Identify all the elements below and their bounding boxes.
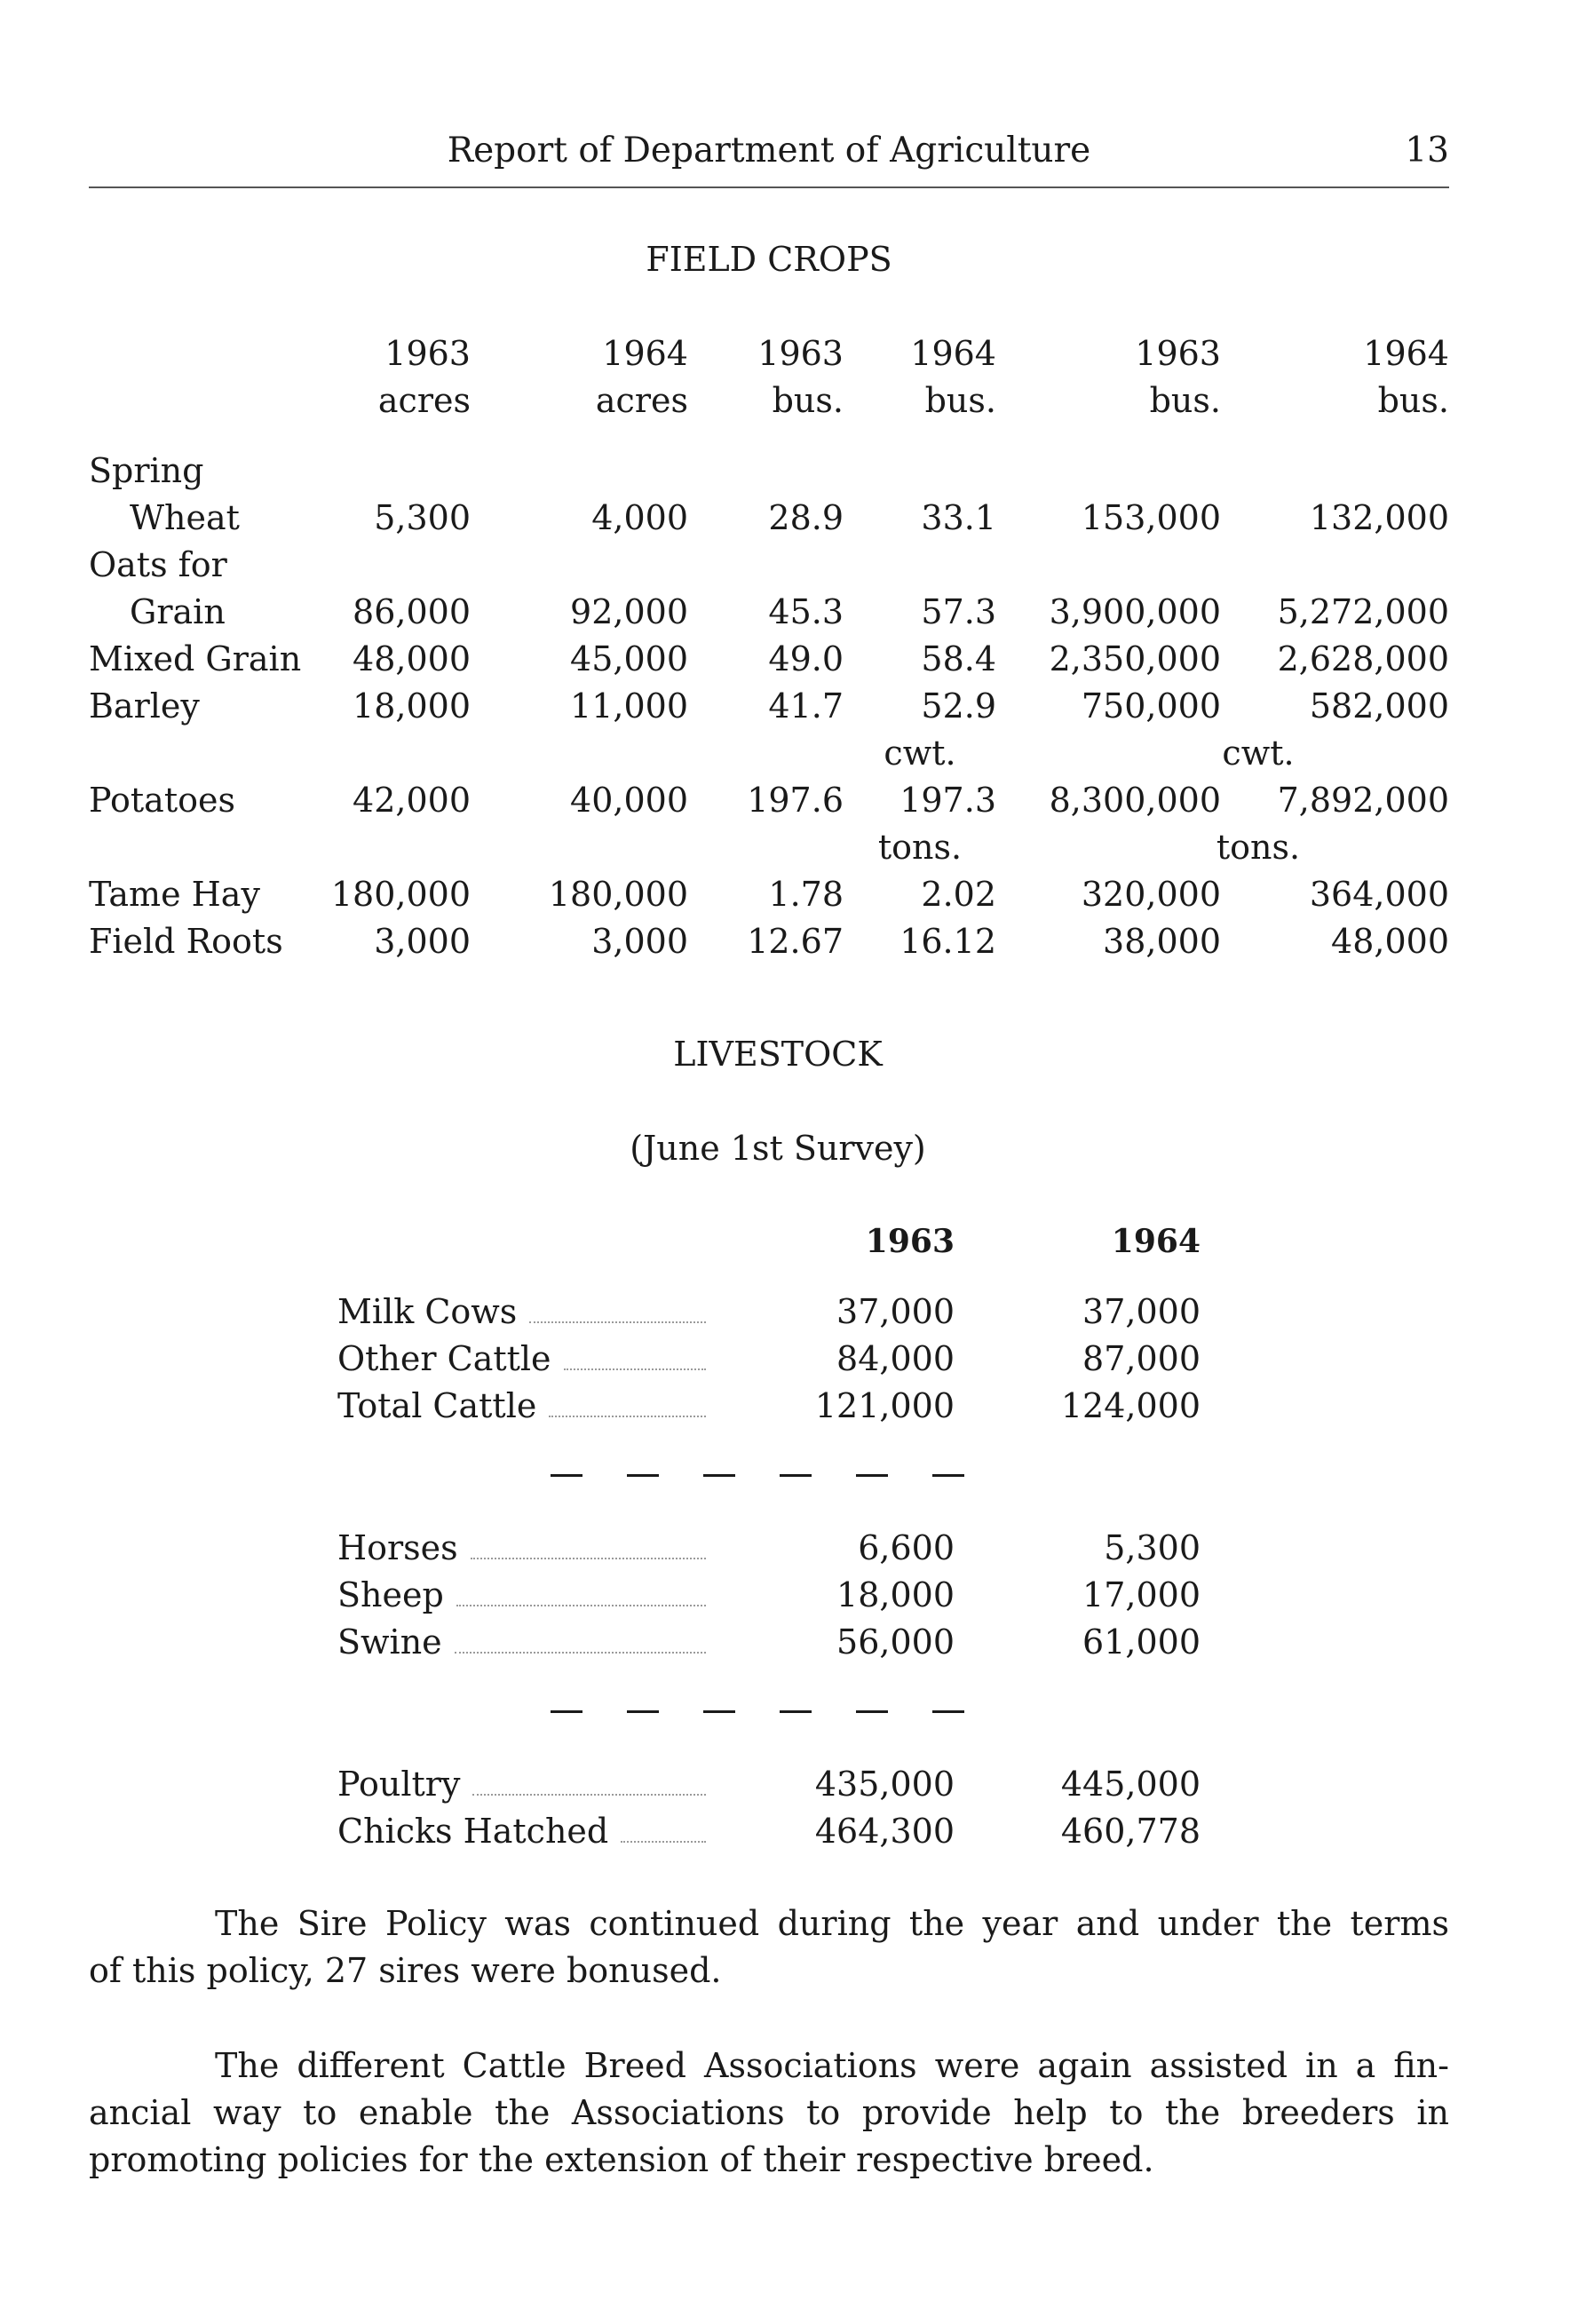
field-crops-col-year: 1964 xyxy=(1363,334,1449,373)
field-crops-cell: 49.0 xyxy=(768,639,844,678)
field-crops-cell: 132,000 xyxy=(1309,498,1449,537)
livestock-value-1963: 6,600 xyxy=(858,1528,955,1567)
paragraph-line: of this policy, 27 sires were bonused. xyxy=(89,1951,722,1990)
dot-leader xyxy=(472,1794,706,1796)
field-crops-title: FIELD CROPS xyxy=(646,240,892,279)
paragraph-line: The different Cattle Breed Associations were again assisted in a fin- xyxy=(215,2046,1449,2085)
field-crops-unit-label: tons. xyxy=(877,828,963,867)
livestock-value-1964: 61,000 xyxy=(1082,1622,1201,1662)
livestock-row-label: Milk Cows xyxy=(337,1292,518,1331)
field-crops-col-unit: acres xyxy=(595,381,688,420)
section-separator-dash xyxy=(932,1710,964,1713)
dot-leader xyxy=(564,1368,706,1370)
field-crops-cell: 4,000 xyxy=(591,498,688,537)
field-crops-col-unit: acres xyxy=(377,381,471,420)
livestock-row-label: Other Cattle xyxy=(337,1339,551,1378)
field-crops-cell: 197.6 xyxy=(747,781,844,820)
body-paragraph xyxy=(89,2042,1449,2184)
field-crops-cell: 92,000 xyxy=(570,592,688,631)
field-crops-cell: 180,000 xyxy=(330,875,471,914)
livestock-row-label: Total Cattle xyxy=(337,1386,537,1425)
field-crops-cell: 57.3 xyxy=(921,592,996,631)
livestock-value-1964: 17,000 xyxy=(1082,1575,1201,1614)
field-crops-col-unit: bus. xyxy=(1149,381,1221,420)
field-crops-row-label: Mixed Grain xyxy=(89,639,302,678)
livestock-year-header: 1963 xyxy=(865,1223,955,1260)
livestock-year-header: 1964 xyxy=(1111,1223,1201,1260)
dot-leader xyxy=(456,1605,706,1606)
dot-leader xyxy=(471,1558,706,1559)
field-crops-cell: 18,000 xyxy=(353,686,471,726)
livestock-value-1964: 124,000 xyxy=(1060,1386,1201,1425)
field-crops-cell: 582,000 xyxy=(1309,686,1449,726)
section-separator-dash xyxy=(551,1710,582,1713)
field-crops-cell: 153,000 xyxy=(1081,498,1221,537)
field-crops-cell: 42,000 xyxy=(353,781,471,820)
field-crops-cell: 45,000 xyxy=(570,639,688,678)
field-crops-row-label: Barley xyxy=(89,686,200,726)
livestock-value-1964: 445,000 xyxy=(1060,1765,1201,1804)
field-crops-cell: 5,272,000 xyxy=(1277,592,1449,631)
field-crops-col-year: 1964 xyxy=(910,334,996,373)
livestock-value-1963: 84,000 xyxy=(836,1339,955,1378)
field-crops-cell: 52.9 xyxy=(921,686,996,726)
field-crops-cell: 12.67 xyxy=(747,922,844,961)
field-crops-cell: 41.7 xyxy=(768,686,844,726)
section-separator-dash xyxy=(856,1474,888,1477)
body-paragraph xyxy=(89,1900,1449,1995)
livestock-title: LIVESTOCK xyxy=(673,1035,883,1074)
field-crops-cell: 45.3 xyxy=(768,592,844,631)
field-crops-cell: 38,000 xyxy=(1103,922,1221,961)
livestock-value-1963: 37,000 xyxy=(836,1292,955,1331)
field-crops-cell: 364,000 xyxy=(1309,875,1449,914)
dot-leader xyxy=(529,1321,706,1323)
field-crops-col-unit: bus. xyxy=(1377,381,1449,420)
livestock-row-label: Poultry xyxy=(337,1765,461,1804)
section-separator-dash xyxy=(780,1474,812,1477)
field-crops-unit-label: cwt. xyxy=(1222,734,1295,773)
field-crops-row-label: Potatoes xyxy=(89,781,235,820)
livestock-subtitle: (June 1st Survey) xyxy=(630,1129,926,1168)
field-crops-cell: 16.12 xyxy=(899,922,996,961)
livestock-row-label: Swine xyxy=(337,1622,442,1662)
field-crops-cell: 11,000 xyxy=(570,686,688,726)
field-crops-row-label: Field Roots xyxy=(89,922,283,961)
field-crops-cell: 320,000 xyxy=(1081,875,1221,914)
field-crops-unit-label: cwt. xyxy=(884,734,956,773)
field-crops-row-label: Spring xyxy=(89,451,204,490)
field-crops-col-year: 1963 xyxy=(757,334,844,373)
livestock-value-1963: 435,000 xyxy=(814,1765,955,1804)
section-separator-dash xyxy=(627,1474,659,1477)
livestock-row-label: Sheep xyxy=(337,1575,444,1614)
livestock-row-label: Chicks Hatched xyxy=(337,1812,609,1851)
header-rule xyxy=(89,186,1449,188)
section-separator-dash xyxy=(780,1710,812,1713)
field-crops-cell: 3,900,000 xyxy=(1049,592,1221,631)
field-crops-cell: 8,300,000 xyxy=(1049,781,1221,820)
livestock-value-1963: 464,300 xyxy=(814,1812,955,1851)
field-crops-cell: 28.9 xyxy=(768,498,844,537)
field-crops-cell: 58.4 xyxy=(921,639,996,678)
field-crops-cell: 86,000 xyxy=(353,592,471,631)
dot-leader xyxy=(621,1841,706,1843)
dot-leader xyxy=(549,1416,706,1417)
field-crops-cell: 48,000 xyxy=(353,639,471,678)
field-crops-cell: 750,000 xyxy=(1081,686,1221,726)
section-separator-dash xyxy=(703,1710,735,1713)
field-crops-cell: 48,000 xyxy=(1331,922,1449,961)
field-crops-cell: 2.02 xyxy=(921,875,996,914)
livestock-value-1963: 121,000 xyxy=(814,1386,955,1425)
field-crops-col-year: 1964 xyxy=(602,334,688,373)
section-separator-dash xyxy=(627,1710,659,1713)
field-crops-cell: 197.3 xyxy=(899,781,996,820)
livestock-value-1964: 87,000 xyxy=(1082,1339,1201,1378)
field-crops-cell: 5,300 xyxy=(374,498,471,537)
paragraph-line: The Sire Policy was continued during the year and under the terms xyxy=(215,1904,1449,1943)
livestock-value-1964: 460,778 xyxy=(1060,1812,1201,1851)
field-crops-unit-label: tons. xyxy=(1216,828,1301,867)
dot-leader xyxy=(455,1652,706,1654)
section-separator-dash xyxy=(703,1474,735,1477)
field-crops-cell: 180,000 xyxy=(548,875,688,914)
field-crops-cell: 40,000 xyxy=(570,781,688,820)
livestock-value-1964: 37,000 xyxy=(1082,1292,1201,1331)
field-crops-row-label: Oats for xyxy=(89,545,227,584)
field-crops-cell: 7,892,000 xyxy=(1277,781,1449,820)
field-crops-row-label: Wheat xyxy=(130,498,240,537)
field-crops-col-year: 1963 xyxy=(384,334,471,373)
field-crops-col-unit: bus. xyxy=(772,381,844,420)
section-separator-dash xyxy=(856,1710,888,1713)
paragraph-line: ancial way to enable the Associations to provide help to the breeders in xyxy=(89,2093,1449,2132)
livestock-row-label: Horses xyxy=(337,1528,458,1567)
field-crops-cell: 2,350,000 xyxy=(1049,639,1221,678)
section-separator-dash xyxy=(932,1474,964,1477)
running-header-title: Report of Department of Agriculture xyxy=(447,131,1091,171)
livestock-value-1964: 5,300 xyxy=(1104,1528,1201,1567)
paragraph-line: promoting policies for the extension of their respective breed. xyxy=(89,2140,1154,2179)
field-crops-col-year: 1963 xyxy=(1135,334,1221,373)
field-crops-cell: 3,000 xyxy=(591,922,688,961)
field-crops-row-label: Grain xyxy=(130,592,226,631)
field-crops-cell: 3,000 xyxy=(374,922,471,961)
field-crops-row-label: Tame Hay xyxy=(89,875,260,914)
field-crops-cell: 33.1 xyxy=(921,498,996,537)
field-crops-col-unit: bus. xyxy=(924,381,996,420)
livestock-value-1963: 56,000 xyxy=(836,1622,955,1662)
field-crops-cell: 1.78 xyxy=(768,875,844,914)
page-number: 13 xyxy=(1405,131,1449,171)
section-separator-dash xyxy=(551,1474,582,1477)
field-crops-cell: 2,628,000 xyxy=(1277,639,1449,678)
livestock-value-1963: 18,000 xyxy=(836,1575,955,1614)
